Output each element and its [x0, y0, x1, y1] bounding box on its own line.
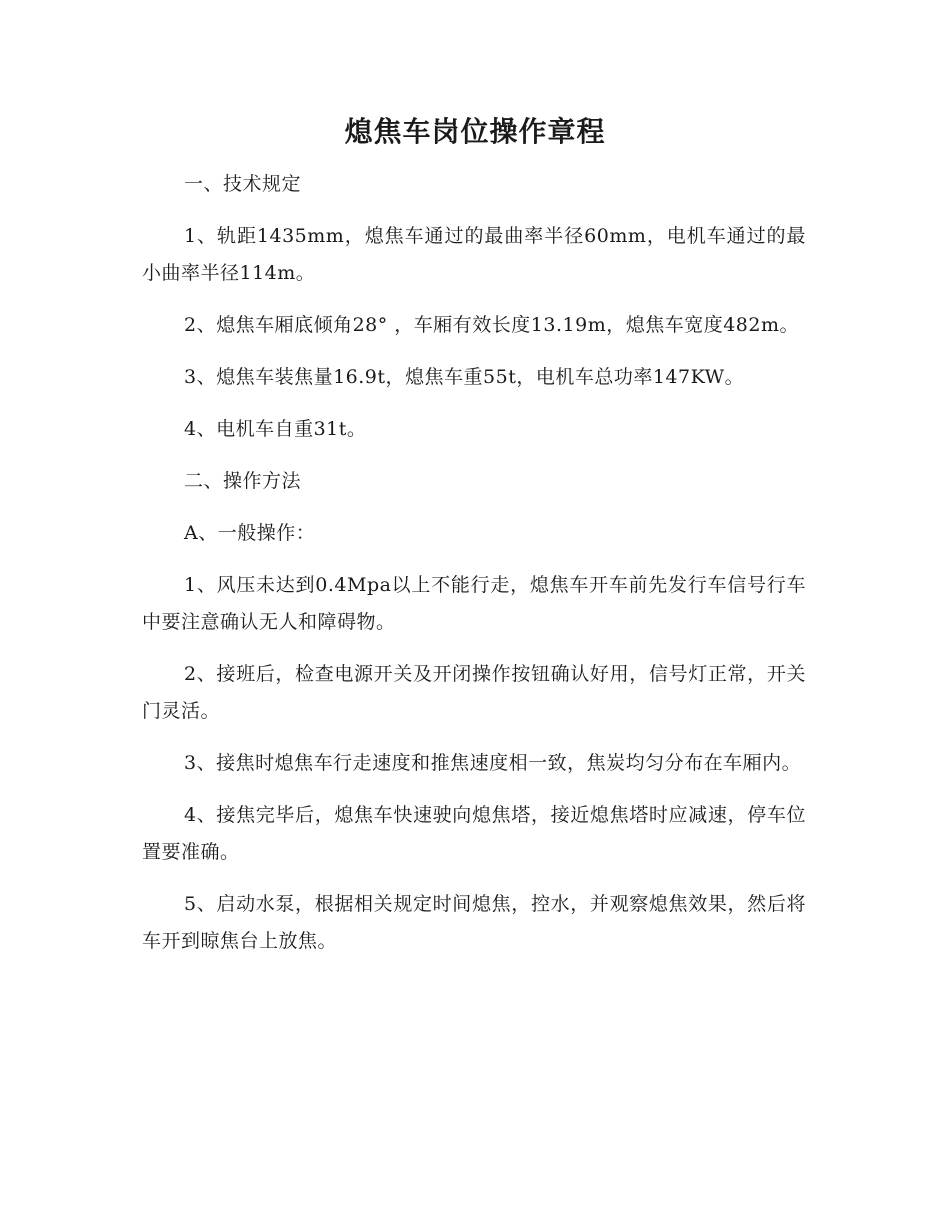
section-heading-technical: 一、技术规定 — [184, 173, 302, 195]
paragraph: 3、熄焦车装焦量16.9t，熄焦车重55t，电机车总功率147KW。 — [184, 366, 745, 388]
section-heading-operation: 二、操作方法 — [184, 470, 302, 492]
paragraph: 4、接焦完毕后，熄焦车快速驶向熄焦塔，接近熄焦塔时应减速，停车位置要准确。 — [142, 804, 806, 863]
paragraph: 3、接焦时熄焦车行走速度和推焦速度相一致，焦炭均匀分布在车厢内。 — [184, 752, 802, 774]
document-title: 熄焦车岗位操作章程 — [344, 115, 606, 148]
document-body — [142, 166, 806, 975]
paragraph: 5、启动水泵，根据相关规定时间熄焦，控水，并观察熄焦效果，然后将车开到晾焦台上放焦。 — [142, 893, 806, 952]
paragraph: 4、电机车自重31t。 — [184, 418, 367, 440]
paragraph: 1、风压未达到0.4Mpa以上不能行走，熄焦车开车前先发行车信号行车中要注意确认无人和障碍物。 — [142, 574, 806, 633]
subsection-heading: A、一般操作： — [184, 522, 316, 544]
paragraph: 2、熄焦车厢底倾角28° ，车厢有效长度13.19m，熄焦车宽度482m。 — [184, 314, 799, 336]
paragraph: 2、接班后，检查电源开关及开闭操作按钮确认好用，信号灯正常，开关门灵活。 — [142, 663, 806, 722]
paragraph: 1、轨距1435mm，熄焦车通过的最曲率半径60mm，电机车通过的最小曲率半径114m。 — [142, 225, 806, 284]
